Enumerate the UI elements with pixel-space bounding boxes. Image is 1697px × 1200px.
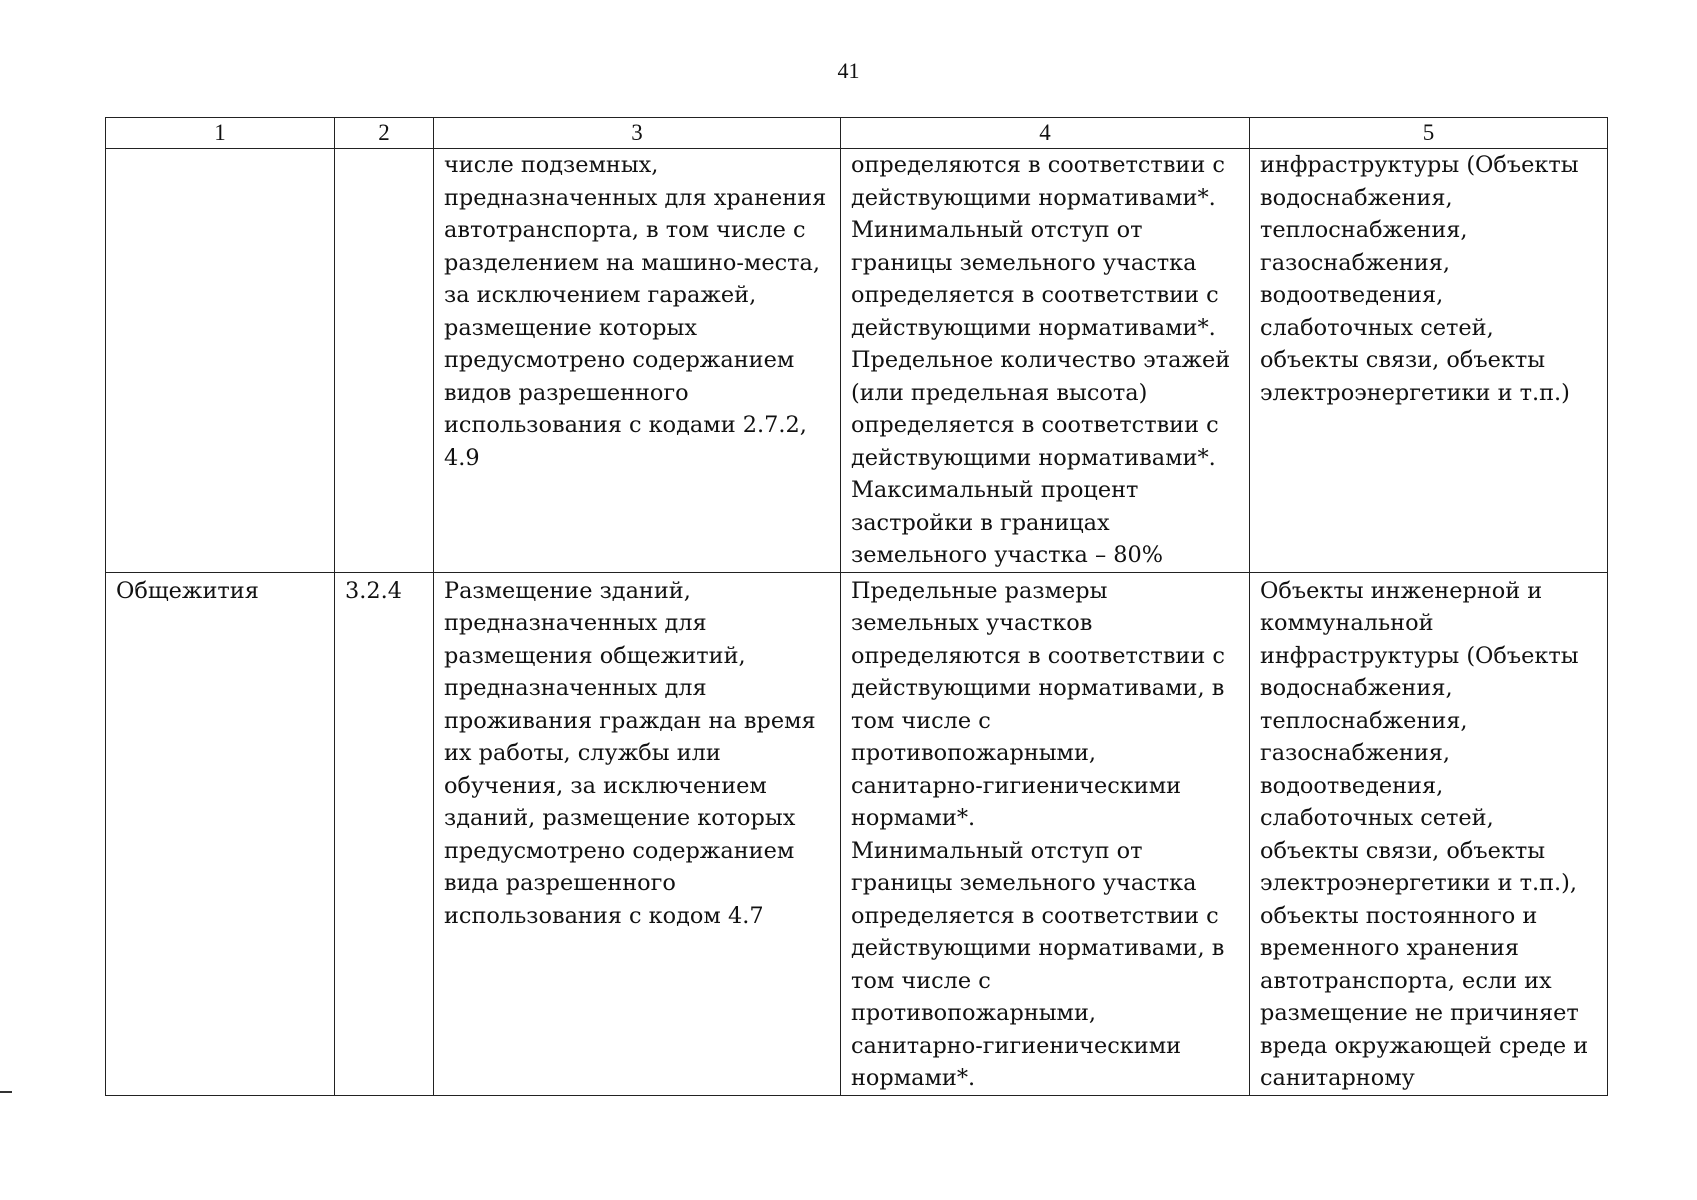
cell-parameters: Предельные размеры земельных участков определяются в соответствии с действующими нормативами, в том числе с противопожарными, санитарно-гигиеническими нормами*. Минимальный отступ от границы земельного участка определяется в соответствии с действующими нормативами, в том числе с противопожарными, санитарно-гигиеническими нормами*.: [841, 572, 1250, 1095]
header-col-5: 5: [1250, 118, 1608, 149]
cell-use-name: Общежития: [106, 572, 335, 1095]
header-col-4: 4: [841, 118, 1250, 149]
scan-edge-mark: [0, 1091, 12, 1093]
header-col-2: 2: [335, 118, 434, 149]
table-row: [106, 572, 1608, 1095]
cell-auxiliary-uses: Объекты инженерной и коммунальной инфраструктуры (Объекты водоснабжения, теплоснабжения, газоснабжения, водоотведения, слаботочных сетей, объекты связи, объекты электроэнергетики и т.п.), объекты постоянного и временного хранения автотранспорта, если их размещение не причиняет вреда окружающей среде и санитарному: [1250, 572, 1608, 1095]
page-number: 41: [837, 58, 860, 83]
regulations-table: [105, 117, 1608, 1096]
cell-use-name: [106, 149, 335, 573]
cell-use-description: Размещение зданий, предназначенных для размещения общежитий, предназначенных для проживания граждан на время их работы, службы или обучения, за исключением зданий, размещение которых предусмотрено содержанием вида разрешенного использования с кодом 4.7: [434, 572, 841, 1095]
header-row: [106, 118, 1608, 149]
cell-use-code: 3.2.4: [335, 572, 434, 1095]
cell-use-description: числе подземных, предназначенных для хранения автотранспорта, в том числе с разделением на машино-места, за исключением гаражей, размещение которых предусмотрено содержанием видов разрешенного использования с кодами 2.7.2, 4.9: [434, 149, 841, 573]
header-col-1: 1: [106, 118, 335, 149]
header-col-3: 3: [434, 118, 841, 149]
table-header: [106, 118, 1608, 149]
cell-auxiliary-uses: инфраструктуры (Объекты водоснабжения, теплоснабжения, газоснабжения, водоотведения, слаботочных сетей, объекты связи, объекты электроэнергетики и т.п.): [1250, 149, 1608, 573]
table-row: [106, 149, 1608, 573]
cell-parameters: определяются в соответствии с действующими нормативами*. Минимальный отступ от границы земельного участка определяется в соответствии с действующими нормативами*. Предельное количество этажей (или предельная высота) определяется в соответствии с действующими нормативами*. Максимальный процент застройки в границах земельного участка – 80%: [841, 149, 1250, 573]
cell-use-code: [335, 149, 434, 573]
